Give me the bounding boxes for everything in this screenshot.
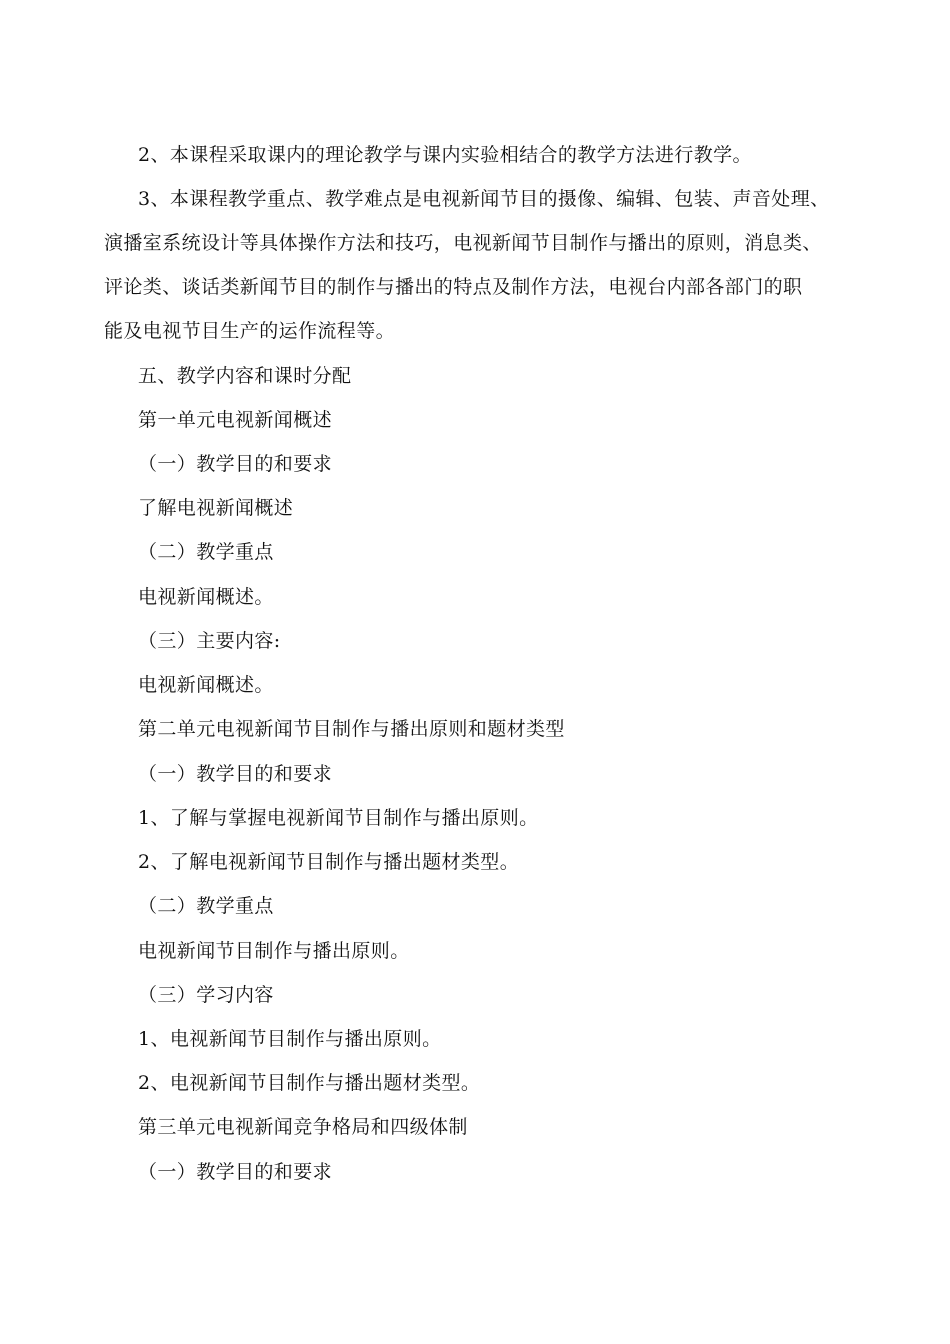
unit-1-main-content-text: 电视新闻概述。	[138, 674, 274, 696]
paragraph-key-points-line-2: 演播室系统设计等具体操作方法和技巧，电视新闻节目制作与播出的原则，消息类、	[104, 232, 822, 254]
unit-2-key-points-heading: （二）教学重点	[138, 895, 274, 917]
unit-1-key-points-text: 电视新闻概述。	[138, 586, 274, 608]
unit-1-title: 第一单元电视新闻概述	[138, 409, 333, 431]
unit-2-key-points-text: 电视新闻节目制作与播出原则。	[138, 940, 410, 962]
unit-2-title: 第二单元电视新闻节目制作与播出原则和题材类型	[138, 718, 565, 740]
unit-1-main-content-heading: （三）主要内容:	[138, 630, 281, 652]
unit-1-objectives-heading: （一）教学目的和要求	[138, 453, 333, 475]
paragraph-teaching-method: 2、本课程采取课内的理论教学与课内实验相结合的教学方法进行教学。	[138, 144, 752, 166]
unit-2-study-content-heading: （三）学习内容	[138, 984, 274, 1006]
paragraph-key-points-line-1: 3、本课程教学重点、教学难点是电视新闻节目的摄像、编辑、包装、声音处理、	[138, 188, 830, 210]
unit-2-study-content-2: 2、电视新闻节目制作与播出题材类型。	[138, 1072, 481, 1094]
unit-2-objective-1: 1、了解与掌握电视新闻节目制作与播出原则。	[138, 807, 539, 829]
unit-3-objectives-heading: （一）教学目的和要求	[138, 1161, 333, 1183]
paragraph-key-points-line-3: 评论类、谈话类新闻节目的制作与播出的特点及制作方法，电视台内部各部门的职	[104, 276, 803, 298]
unit-2-objectives-heading: （一）教学目的和要求	[138, 763, 333, 785]
unit-2-objective-2: 2、了解电视新闻节目制作与播出题材类型。	[138, 851, 520, 873]
section-heading-content-allocation: 五、教学内容和课时分配	[138, 365, 352, 387]
paragraph-key-points-line-4: 能及电视节目生产的运作流程等。	[104, 320, 396, 342]
unit-1-objectives-text: 了解电视新闻概述	[138, 497, 294, 519]
unit-3-title: 第三单元电视新闻竞争格局和四级体制	[138, 1116, 468, 1138]
unit-2-study-content-1: 1、电视新闻节目制作与播出原则。	[138, 1028, 442, 1050]
unit-1-key-points-heading: （二）教学重点	[138, 541, 274, 563]
